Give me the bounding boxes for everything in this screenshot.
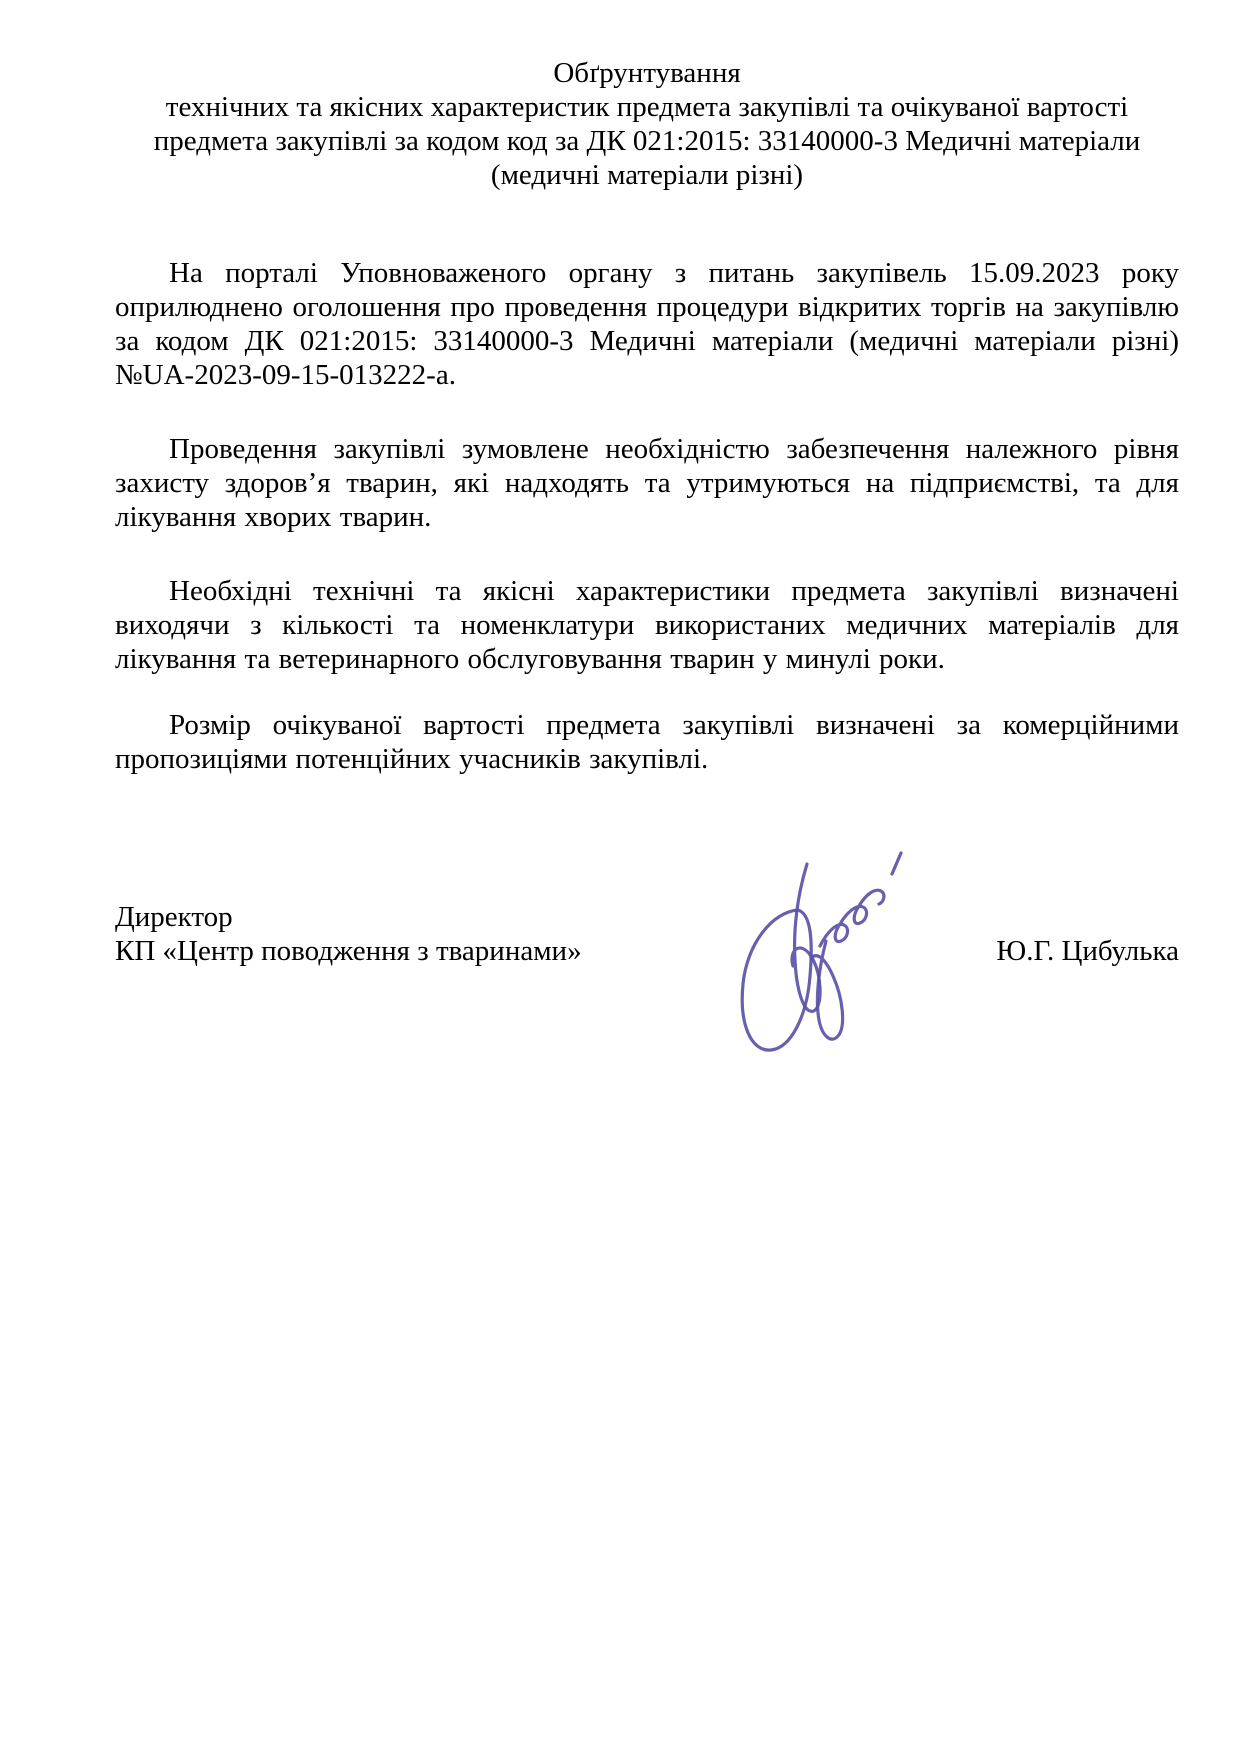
body-paragraph: Необхідні технічні та якісні характеристики предмета закупівлі визначені виходячи з кількості та номенклатури використаних медичних матеріалів для лікування та ветеринарного обслуговування тварин у минулі роки. (115, 575, 1179, 675)
signatory-role (115, 900, 582, 968)
body-paragraph: На порталі Уповноваженого органу з питань закупівель 15.09.2023 року оприлюднено оголошення про проведення процедури відкритих торгів на закупівлю за кодом ДК 021:2015: 33140000-3 Медичні матеріали (медичні матеріали різні) №UA-2023-09-15-013222-а. (115, 257, 1179, 391)
title-line: технічних та якісних характеристик предмета закупівлі та очікуваної вартості (165, 91, 1129, 123)
signature-block (115, 900, 1179, 968)
title-line: (медичні матеріали різні) (490, 159, 804, 191)
signatory-name (996, 934, 1179, 968)
body-paragraph: Розмір очікуваної вартості предмета закупівлі визначені за комерційними пропозиціями потенційних учасників закупівлі. (115, 709, 1179, 775)
title-line: предмета закупівлі за кодом код за ДК 021:2015: 33140000-3 Медичні матеріали (153, 125, 1141, 157)
signature-ink-stroke (892, 853, 901, 874)
body-paragraph: Проведення закупівлі зумовлене необхідністю забезпечення належного рівня захисту здоров’я тварин, які надходять та утримуються на підприємстві, та для лікування хворих тварин. (115, 433, 1179, 533)
signatory-role-line: Директор (115, 901, 233, 933)
signatory-role-line: КП «Центр поводження з тваринами» (115, 935, 582, 967)
signatory-name-text: Ю.Г. Цибулька (996, 935, 1179, 967)
title-line: Обґрунтування (553, 57, 741, 89)
document-title (115, 56, 1179, 192)
